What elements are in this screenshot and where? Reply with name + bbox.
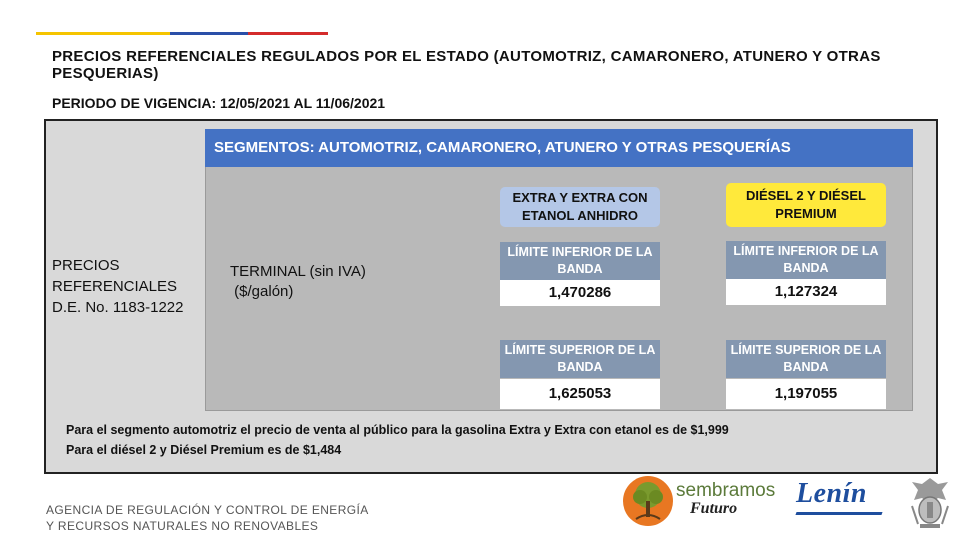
extra-lower-band-label: LÍMITE INFERIOR DE LA BANDA [500,242,660,280]
page-title: PRECIOS REFERENCIALES REGULADOS POR EL ESTADO (AUTOMOTRIZ, CAMARONERO, ATUNERO Y OTRAS PESQUERIAS) [52,48,881,82]
terminal-unit-line: ($/galón) [230,283,294,300]
validity-period: PERIODO DE VIGENCIA: 12/05/2021 AL 11/06/2021 [52,95,386,111]
diesel-lower-band-value: 1,127324 [726,279,886,305]
left-label-line: D.E. No. 1183-1222 [52,299,184,316]
extra-upper-band-value: 1,625053 [500,379,660,409]
lenin-logo-underline [795,512,882,515]
left-label-line: PRECIOS [52,257,120,274]
note-automotive: Para el segmento automotriz el precio de venta al público para la gasolina Extra y Extra con etanol es de $1,999 [66,423,729,437]
segments-header: SEGMENTOS: AUTOMOTRIZ, CAMARONERO, ATUNERO Y OTRAS PESQUERÍAS [205,129,913,167]
futuro-logo-text: Futuro [690,500,738,517]
extra-lower-band-value: 1,470286 [500,280,660,306]
terminal-label-line: TERMINAL (sin IVA) [230,263,366,280]
category-extra: EXTRA Y EXTRA CON ETANOL ANHIDRO [500,187,660,227]
sembramos-logo-text: sembramos [676,480,776,501]
lenin-logo: Lenín [796,478,867,509]
ecuador-coat-of-arms-icon [904,474,956,530]
flag-stripe-yellow [36,32,170,35]
category-diesel: DIÉSEL 2 Y DIÉSEL PREMIUM [726,183,886,227]
flag-stripe-red [248,32,328,35]
left-label-line: REFERENCIALES [52,278,178,295]
tree-logo-icon [622,475,674,527]
terminal-label [230,262,366,302]
note-diesel: Para el diésel 2 y Diésel Premium es de $1,484 [66,443,342,457]
flag-stripe-blue [170,32,248,35]
diesel-lower-band-label: LÍMITE INFERIOR DE LA BANDA [726,241,886,279]
reference-prices-label [52,255,202,318]
agency-line: Y RECURSOS NATURALES NO RENOVABLES [46,519,319,533]
extra-upper-band-label: LÍMITE SUPERIOR DE LA BANDA [500,340,660,378]
agency-line: AGENCIA DE REGULACIÓN Y CONTROL DE ENERGÍA [46,503,369,517]
agency-name [46,502,369,534]
diesel-upper-band-value: 1,197055 [726,379,886,409]
diesel-upper-band-label: LÍMITE SUPERIOR DE LA BANDA [726,340,886,378]
